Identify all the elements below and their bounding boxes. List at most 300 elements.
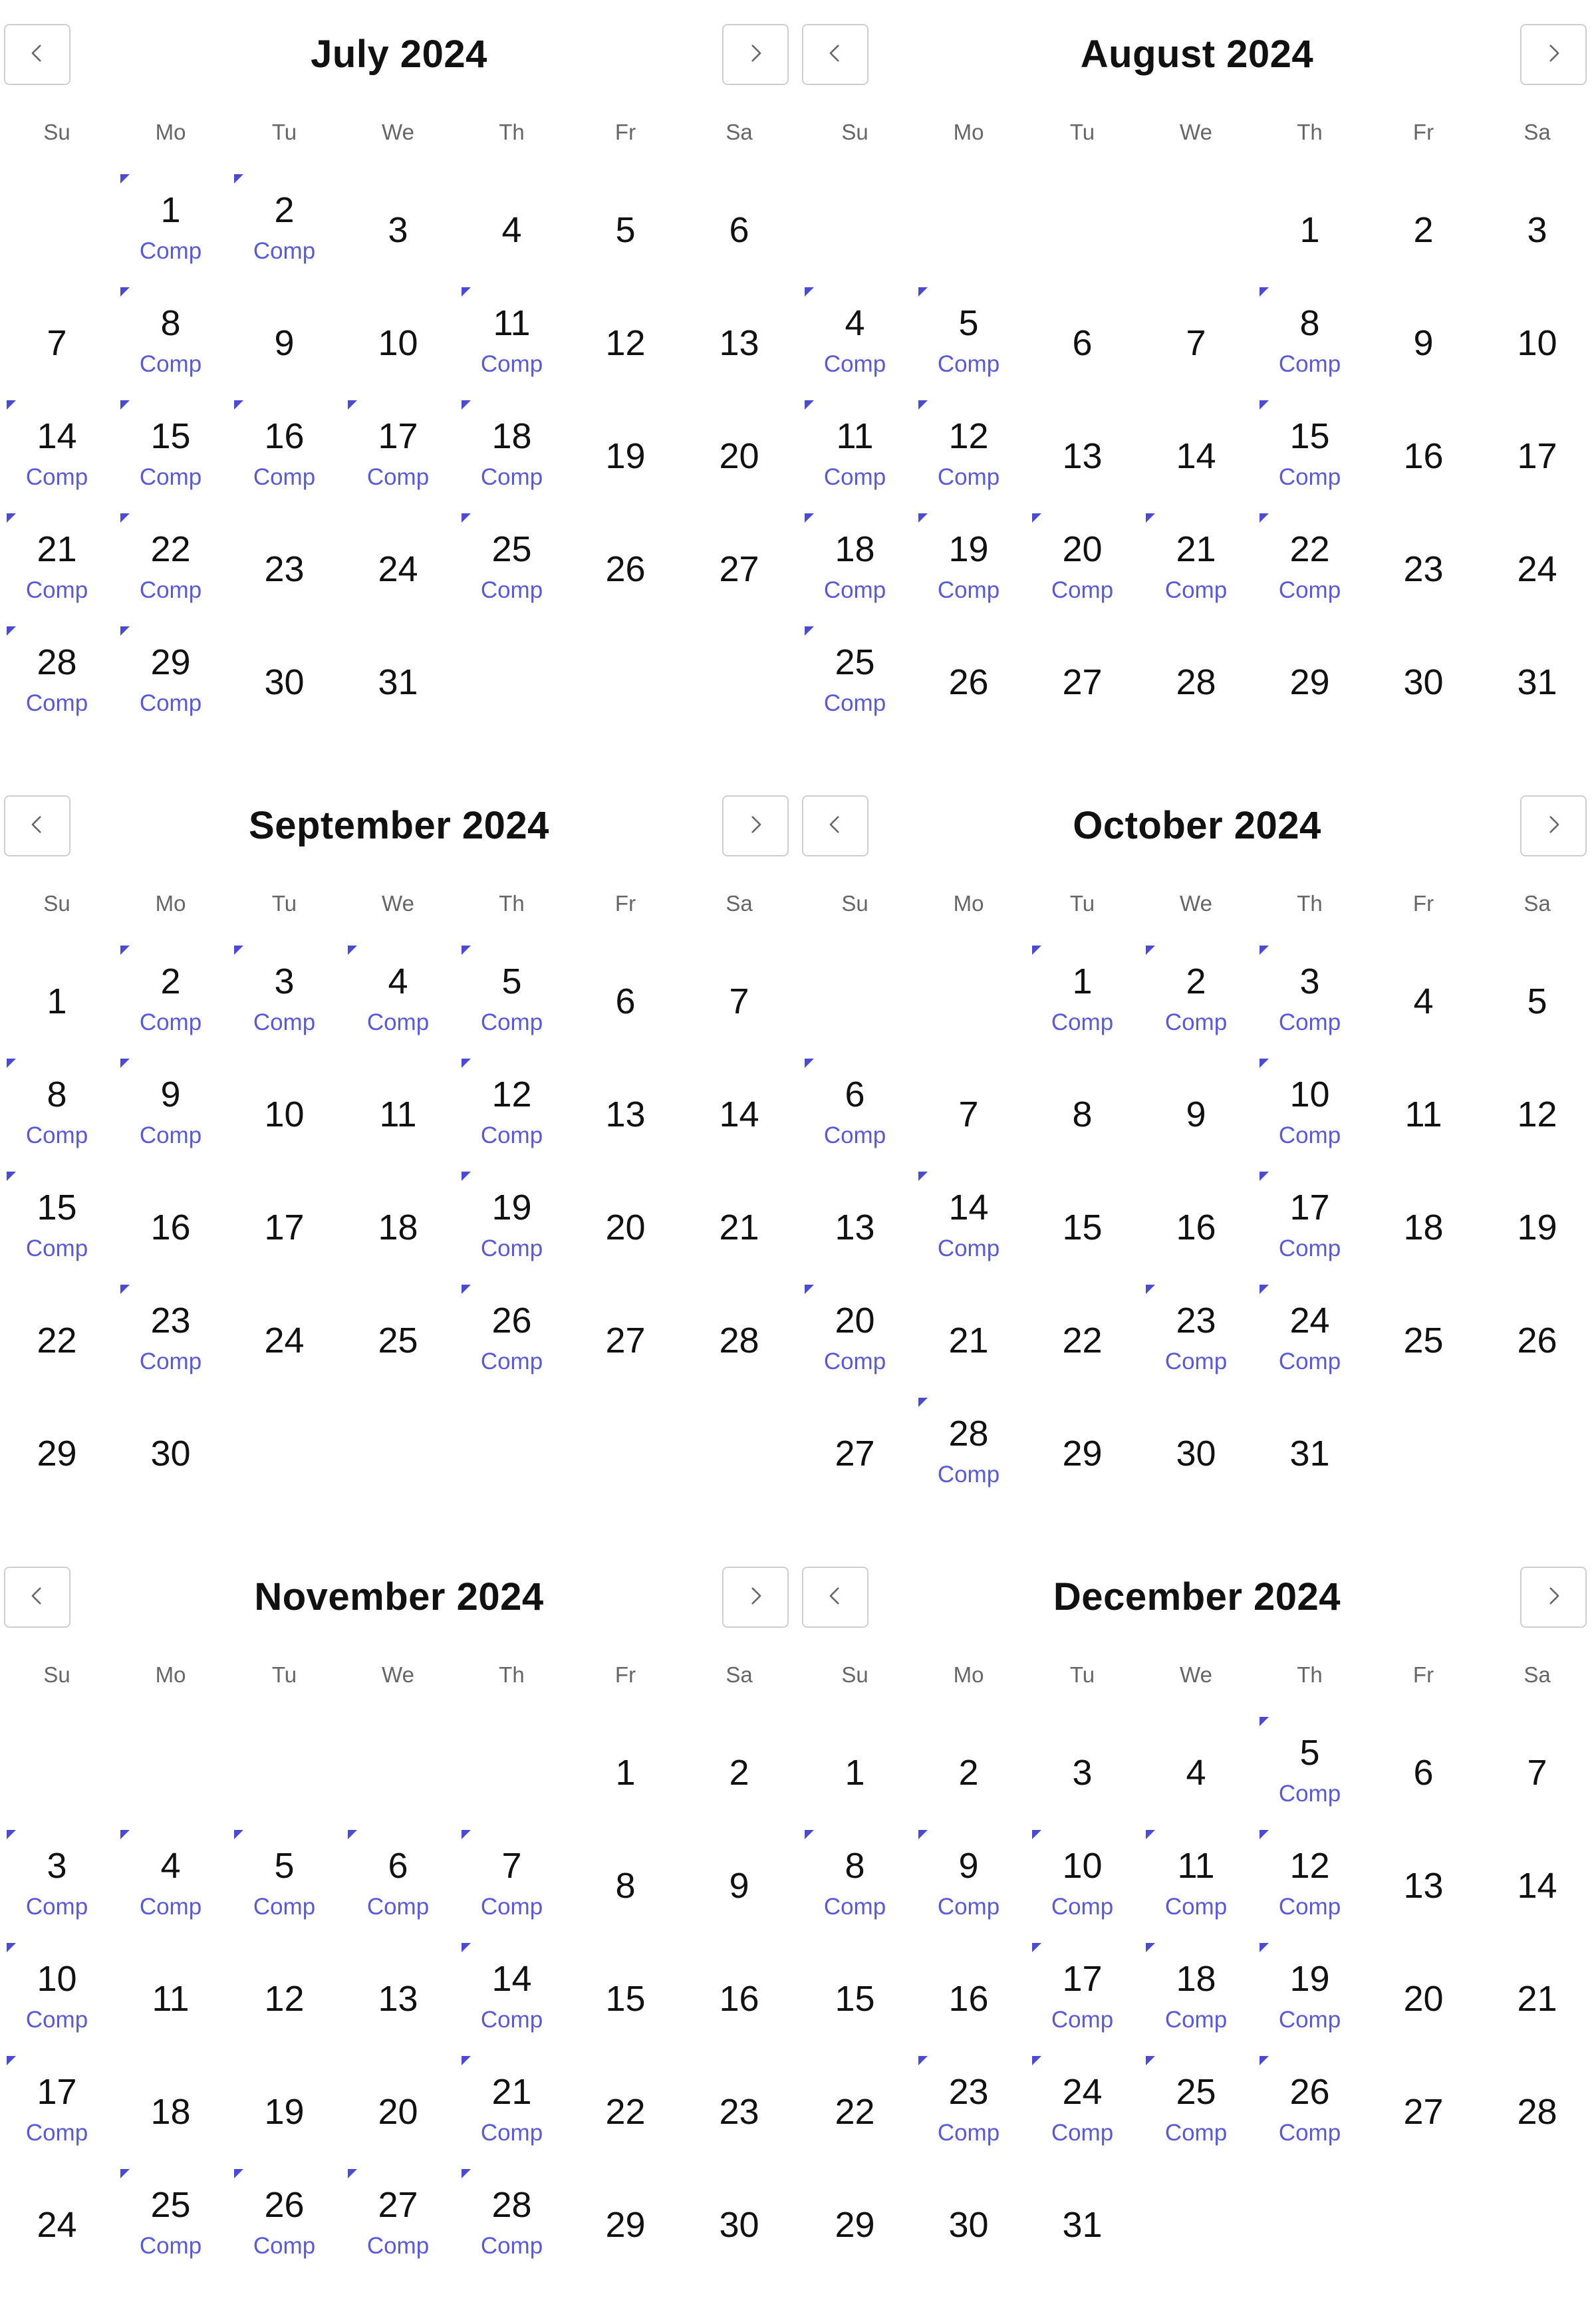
next-month-button[interactable] xyxy=(722,24,789,85)
day-cell xyxy=(682,1261,796,1374)
day-number: 18 xyxy=(378,1208,418,1247)
day-cell[interactable] xyxy=(227,922,341,1035)
weekday-header-mo: Mo xyxy=(953,1662,984,1687)
day-number: 10 xyxy=(1062,1846,1103,1886)
day-cell xyxy=(0,922,114,1035)
day-cell[interactable] xyxy=(798,263,912,376)
availability-marker-icon xyxy=(462,946,471,955)
day-cell[interactable] xyxy=(0,602,114,715)
day-cell[interactable] xyxy=(1253,376,1367,489)
day-cell[interactable] xyxy=(455,1919,569,2032)
weekday-header-sa: Sa xyxy=(726,120,753,144)
day-number: 29 xyxy=(835,2205,875,2245)
day-number: 30 xyxy=(264,662,305,702)
day-cell xyxy=(569,2032,682,2145)
day-cell xyxy=(1367,150,1480,263)
day-cell[interactable] xyxy=(1253,1806,1367,1919)
day-number: 18 xyxy=(150,2092,191,2132)
month-title: September 2024 xyxy=(249,804,549,847)
weekday-header-tu: Tu xyxy=(1069,120,1095,144)
comp-label: Comp xyxy=(1278,464,1341,490)
availability-marker-icon xyxy=(462,400,471,410)
day-cell[interactable] xyxy=(912,376,1025,489)
day-cell[interactable] xyxy=(1025,1806,1139,1919)
day-cell[interactable] xyxy=(0,1919,114,2032)
weekday-header-sa: Sa xyxy=(726,891,753,916)
day-number: 25 xyxy=(1176,2072,1216,2112)
day-cell[interactable] xyxy=(455,489,569,602)
day-cell[interactable] xyxy=(455,376,569,489)
day-cell xyxy=(569,263,682,376)
day-cell[interactable] xyxy=(114,489,227,602)
day-cell[interactable] xyxy=(0,1806,114,1919)
day-cell xyxy=(569,1806,682,1919)
day-number: 7 xyxy=(1527,1753,1547,1793)
next-month-button[interactable] xyxy=(722,1567,789,1628)
day-cell xyxy=(227,489,341,602)
day-number: 5 xyxy=(1527,981,1547,1021)
comp-label: Comp xyxy=(1164,2007,1228,2033)
day-cell[interactable] xyxy=(1025,2032,1139,2145)
availability-marker-icon xyxy=(234,174,243,184)
next-month-button[interactable] xyxy=(1520,795,1587,856)
day-cell xyxy=(1480,1919,1594,2032)
day-number: 21 xyxy=(1517,1979,1557,2019)
day-number: 19 xyxy=(264,2092,305,2132)
day-cell xyxy=(1367,1693,1480,1806)
day-number: 26 xyxy=(948,662,989,702)
comp-label: Comp xyxy=(25,2120,88,2146)
day-number: 11 xyxy=(1177,1846,1215,1886)
day-number: 26 xyxy=(1289,2072,1330,2112)
day-number: 16 xyxy=(150,1208,191,1247)
day-number: 18 xyxy=(835,529,875,569)
day-cell[interactable] xyxy=(227,2145,341,2258)
day-number: 4 xyxy=(501,210,522,250)
prev-month-button[interactable] xyxy=(4,1567,70,1628)
day-cell[interactable] xyxy=(341,1806,455,1919)
day-number: 8 xyxy=(1299,303,1320,343)
day-number: 4 xyxy=(160,1846,181,1886)
comp-label: Comp xyxy=(139,351,202,377)
availability-marker-icon xyxy=(1146,1285,1155,1294)
day-cell xyxy=(455,150,569,263)
month-calendar-december-2024 xyxy=(798,1543,1596,2314)
availability-marker-icon xyxy=(1032,513,1041,523)
comp-label: Comp xyxy=(1278,1349,1341,1374)
day-number: 31 xyxy=(378,662,418,702)
day-cell xyxy=(1367,489,1480,602)
comp-label: Comp xyxy=(480,2007,543,2033)
weekday-header-su: Su xyxy=(841,891,868,916)
day-cell[interactable] xyxy=(0,376,114,489)
day-cell xyxy=(1367,1148,1480,1261)
day-number: 21 xyxy=(491,2072,532,2112)
day-cell xyxy=(1480,150,1594,263)
availability-marker-icon xyxy=(120,1830,130,1839)
day-cell xyxy=(1139,1374,1253,1487)
availability-marker-icon xyxy=(1032,1830,1041,1839)
day-cell[interactable] xyxy=(1025,489,1139,602)
day-cell xyxy=(1480,1148,1594,1261)
day-cell[interactable] xyxy=(912,1148,1025,1261)
weekday-header-th: Th xyxy=(1297,1662,1323,1687)
prev-month-button[interactable] xyxy=(802,1567,868,1628)
availability-marker-icon xyxy=(1260,1830,1269,1839)
day-cell[interactable] xyxy=(455,1806,569,1919)
day-cell xyxy=(1480,922,1594,1035)
day-number: 31 xyxy=(1062,2205,1103,2245)
day-cell[interactable] xyxy=(1253,489,1367,602)
availability-marker-icon xyxy=(120,1285,130,1294)
day-number: 30 xyxy=(150,1434,191,1474)
day-cell xyxy=(1139,1693,1253,1806)
day-number: 28 xyxy=(719,1321,759,1360)
availability-marker-icon xyxy=(348,1830,357,1839)
day-cell xyxy=(1139,602,1253,715)
day-cell[interactable] xyxy=(1253,2032,1367,2145)
day-cell xyxy=(798,1693,912,1806)
availability-marker-icon xyxy=(918,1172,928,1181)
day-number: 1 xyxy=(1299,210,1320,250)
day-number: 20 xyxy=(1403,1979,1444,2019)
day-number: 12 xyxy=(491,1075,532,1114)
day-cell xyxy=(1253,602,1367,715)
day-cell xyxy=(1139,263,1253,376)
day-cell[interactable] xyxy=(114,263,227,376)
day-cell[interactable] xyxy=(1139,1919,1253,2032)
day-cell[interactable] xyxy=(455,2032,569,2145)
comp-label: Comp xyxy=(139,1894,202,1920)
availability-marker-icon xyxy=(1032,2056,1041,2065)
weekday-header-fr: Fr xyxy=(1412,1662,1434,1687)
day-cell xyxy=(1025,263,1139,376)
day-cell[interactable] xyxy=(1253,1693,1367,1806)
availability-marker-icon xyxy=(348,2169,357,2178)
comp-label: Comp xyxy=(823,577,886,603)
weekday-header-th: Th xyxy=(1297,120,1323,144)
day-cell xyxy=(1367,2032,1480,2145)
day-number: 13 xyxy=(719,323,759,363)
day-number: 17 xyxy=(378,416,418,456)
day-cell xyxy=(682,1806,796,1919)
day-cell xyxy=(0,1374,114,1487)
weekday-header-we: We xyxy=(1180,891,1212,916)
day-cell[interactable] xyxy=(0,1035,114,1148)
day-cell[interactable] xyxy=(912,1374,1025,1487)
availability-marker-icon xyxy=(918,287,928,297)
day-cell xyxy=(569,2145,682,2258)
day-cell xyxy=(682,263,796,376)
day-cell[interactable] xyxy=(455,922,569,1035)
day-number: 8 xyxy=(1072,1094,1093,1134)
month-title: December 2024 xyxy=(1053,1575,1341,1618)
comp-label: Comp xyxy=(823,464,886,490)
day-number: 21 xyxy=(1176,529,1216,569)
day-cell xyxy=(341,263,455,376)
weekday-header-su: Su xyxy=(841,120,868,144)
month-title: October 2024 xyxy=(1073,804,1321,847)
comp-label: Comp xyxy=(823,351,886,377)
day-cell[interactable] xyxy=(1253,1261,1367,1374)
day-cell xyxy=(569,1919,682,2032)
comp-label: Comp xyxy=(480,2233,543,2259)
day-cell[interactable] xyxy=(114,150,227,263)
chevron-left-icon xyxy=(26,813,49,839)
comp-label: Comp xyxy=(1278,577,1341,603)
day-number: 23 xyxy=(1176,1301,1216,1341)
day-number: 17 xyxy=(1289,1188,1330,1227)
day-number: 15 xyxy=(1289,416,1330,456)
day-cell xyxy=(1367,1261,1480,1374)
day-cell xyxy=(569,376,682,489)
day-cell xyxy=(1025,1693,1139,1806)
comp-label: Comp xyxy=(937,1235,1000,1261)
day-cell[interactable] xyxy=(1139,2032,1253,2145)
comp-label: Comp xyxy=(253,238,316,264)
day-number: 3 xyxy=(1527,210,1547,250)
day-cell[interactable] xyxy=(341,376,455,489)
weekday-header-su: Su xyxy=(841,1662,868,1687)
day-cell[interactable] xyxy=(912,1806,1025,1919)
day-cell xyxy=(227,263,341,376)
availability-marker-icon xyxy=(462,1285,471,1294)
day-cell xyxy=(227,602,341,715)
day-cell[interactable] xyxy=(798,1035,912,1148)
availability-marker-icon xyxy=(1260,1717,1269,1726)
day-cell[interactable] xyxy=(114,2145,227,2258)
comp-label: Comp xyxy=(1051,577,1114,603)
comp-label: Comp xyxy=(25,1894,88,1920)
next-month-button[interactable] xyxy=(1520,24,1587,85)
day-cell xyxy=(1139,376,1253,489)
day-cell[interactable] xyxy=(912,489,1025,602)
day-cell[interactable] xyxy=(455,263,569,376)
availability-marker-icon xyxy=(234,1830,243,1839)
comp-label: Comp xyxy=(366,1894,430,1920)
day-cell[interactable] xyxy=(798,489,912,602)
day-cell[interactable] xyxy=(912,263,1025,376)
comp-label: Comp xyxy=(937,351,1000,377)
weekday-header-tu: Tu xyxy=(271,891,297,916)
day-number: 21 xyxy=(719,1208,759,1247)
day-number: 4 xyxy=(1413,981,1434,1021)
day-cell[interactable] xyxy=(1025,1919,1139,2032)
day-cell[interactable] xyxy=(455,1261,569,1374)
day-cell[interactable] xyxy=(114,1261,227,1374)
weekday-header-tu: Tu xyxy=(271,120,297,144)
day-cell[interactable] xyxy=(114,922,227,1035)
comp-label: Comp xyxy=(139,1349,202,1374)
month-calendar-september-2024 xyxy=(0,771,798,1543)
chevron-right-icon xyxy=(1542,42,1565,68)
availability-marker-icon xyxy=(918,1398,928,1407)
weekday-header-sa: Sa xyxy=(726,1662,753,1687)
prev-month-button[interactable] xyxy=(4,24,70,85)
day-cell xyxy=(682,2145,796,2258)
availability-marker-icon xyxy=(918,400,928,410)
day-cell[interactable] xyxy=(1253,922,1367,1035)
comp-label: Comp xyxy=(1278,1894,1341,1920)
availability-marker-icon xyxy=(7,1943,16,1952)
day-cell xyxy=(1480,1035,1594,1148)
chevron-right-icon xyxy=(1542,813,1565,839)
day-number: 26 xyxy=(264,2185,305,2225)
day-cell[interactable] xyxy=(1253,1035,1367,1148)
prev-month-button[interactable] xyxy=(802,24,868,85)
day-cell xyxy=(227,1035,341,1148)
day-cell xyxy=(1139,1035,1253,1148)
day-cell xyxy=(1367,602,1480,715)
day-number: 19 xyxy=(605,436,646,476)
comp-label: Comp xyxy=(937,1894,1000,1920)
day-cell[interactable] xyxy=(341,922,455,1035)
day-cell[interactable] xyxy=(1253,1148,1367,1261)
day-number: 23 xyxy=(948,2072,989,2112)
day-number: 20 xyxy=(378,2092,418,2132)
day-cell xyxy=(682,1919,796,2032)
weekday-header-sa: Sa xyxy=(1524,1662,1551,1687)
comp-label: Comp xyxy=(25,1235,88,1261)
day-number: 10 xyxy=(378,323,418,363)
availability-marker-icon xyxy=(1260,1943,1269,1952)
day-cell[interactable] xyxy=(227,376,341,489)
day-number: 19 xyxy=(491,1188,532,1227)
availability-marker-icon xyxy=(7,1172,16,1181)
availability-marker-icon xyxy=(462,1059,471,1068)
day-number: 13 xyxy=(605,1094,646,1134)
day-number: 7 xyxy=(729,981,749,1021)
prev-month-button[interactable] xyxy=(802,795,868,856)
day-cell[interactable] xyxy=(114,602,227,715)
comp-label: Comp xyxy=(1164,1349,1228,1374)
prev-month-button[interactable] xyxy=(4,795,70,856)
comp-label: Comp xyxy=(480,1235,543,1261)
day-number: 29 xyxy=(1062,1434,1103,1474)
day-cell[interactable] xyxy=(0,1148,114,1261)
day-number: 3 xyxy=(47,1846,67,1886)
day-cell[interactable] xyxy=(1139,1806,1253,1919)
comp-label: Comp xyxy=(937,464,1000,490)
day-cell xyxy=(912,1919,1025,2032)
day-cell[interactable] xyxy=(114,1035,227,1148)
chevron-left-icon xyxy=(824,1585,847,1610)
weekday-header-mo: Mo xyxy=(953,891,984,916)
day-number: 8 xyxy=(160,303,181,343)
availability-marker-icon xyxy=(1260,400,1269,410)
day-number: 12 xyxy=(1517,1094,1557,1134)
day-number: 20 xyxy=(1062,529,1103,569)
availability-marker-icon xyxy=(7,1059,16,1068)
day-number: 14 xyxy=(1176,436,1216,476)
availability-marker-icon xyxy=(462,513,471,523)
day-cell[interactable] xyxy=(1139,922,1253,1035)
day-cell[interactable] xyxy=(341,2145,455,2258)
day-cell[interactable] xyxy=(1139,489,1253,602)
weekday-header-fr: Fr xyxy=(614,891,636,916)
availability-marker-icon xyxy=(348,400,357,410)
comp-label: Comp xyxy=(937,2120,1000,2146)
comp-label: Comp xyxy=(937,577,1000,603)
day-cell xyxy=(682,376,796,489)
day-cell[interactable] xyxy=(1253,263,1367,376)
day-cell[interactable] xyxy=(114,376,227,489)
day-cell[interactable] xyxy=(798,602,912,715)
availability-marker-icon xyxy=(120,2169,130,2178)
month-calendar-october-2024 xyxy=(798,771,1596,1543)
comp-label: Comp xyxy=(823,1894,886,1920)
comp-label: Comp xyxy=(139,690,202,716)
day-cell[interactable] xyxy=(455,1035,569,1148)
day-cell xyxy=(1480,1693,1594,1806)
day-cell[interactable] xyxy=(227,150,341,263)
weekday-header-fr: Fr xyxy=(1412,891,1434,916)
day-number: 14 xyxy=(719,1094,759,1134)
day-cell xyxy=(1367,1035,1480,1148)
weekday-header-fr: Fr xyxy=(614,1662,636,1687)
day-cell[interactable] xyxy=(798,1261,912,1374)
day-number: 1 xyxy=(615,1753,636,1793)
day-cell xyxy=(1480,489,1594,602)
comp-label: Comp xyxy=(139,464,202,490)
availability-marker-icon xyxy=(805,287,814,297)
day-number: 31 xyxy=(1289,1434,1330,1474)
day-number: 7 xyxy=(47,323,67,363)
comp-label: Comp xyxy=(1278,1781,1341,1807)
comp-label: Comp xyxy=(139,577,202,603)
comp-label: Comp xyxy=(1051,2120,1114,2146)
day-number: 2 xyxy=(729,1753,749,1793)
day-number: 12 xyxy=(605,323,646,363)
availability-marker-icon xyxy=(7,400,16,410)
day-number: 2 xyxy=(958,1753,979,1793)
day-number: 9 xyxy=(160,1075,181,1114)
next-month-button[interactable] xyxy=(1520,1567,1587,1628)
day-cell[interactable] xyxy=(227,1806,341,1919)
availability-marker-icon xyxy=(1146,1830,1155,1839)
day-cell[interactable] xyxy=(455,1148,569,1261)
day-cell[interactable] xyxy=(0,489,114,602)
availability-marker-icon xyxy=(462,1830,471,1839)
day-cell[interactable] xyxy=(114,1806,227,1919)
day-number: 9 xyxy=(958,1846,979,1886)
day-cell xyxy=(682,489,796,602)
next-month-button[interactable] xyxy=(722,795,789,856)
day-cell[interactable] xyxy=(1025,922,1139,1035)
day-cell[interactable] xyxy=(912,2032,1025,2145)
day-number: 8 xyxy=(845,1846,865,1886)
day-cell xyxy=(1025,376,1139,489)
day-cell[interactable] xyxy=(1253,1919,1367,2032)
day-cell[interactable] xyxy=(0,2032,114,2145)
day-number: 22 xyxy=(37,1321,77,1360)
day-cell[interactable] xyxy=(1139,1261,1253,1374)
weekday-header-tu: Tu xyxy=(1069,891,1095,916)
comp-label: Comp xyxy=(1278,2007,1341,2033)
day-cell[interactable] xyxy=(798,376,912,489)
day-number: 11 xyxy=(152,1979,190,2019)
day-number: 11 xyxy=(1404,1094,1442,1134)
day-number: 22 xyxy=(1289,529,1330,569)
weekday-header-th: Th xyxy=(499,120,525,144)
day-cell[interactable] xyxy=(455,2145,569,2258)
day-number: 21 xyxy=(948,1321,989,1360)
day-number: 17 xyxy=(1517,436,1557,476)
comp-label: Comp xyxy=(253,1009,316,1035)
day-number: 3 xyxy=(1072,1753,1093,1793)
day-cell[interactable] xyxy=(798,1806,912,1919)
day-number: 27 xyxy=(719,549,759,589)
